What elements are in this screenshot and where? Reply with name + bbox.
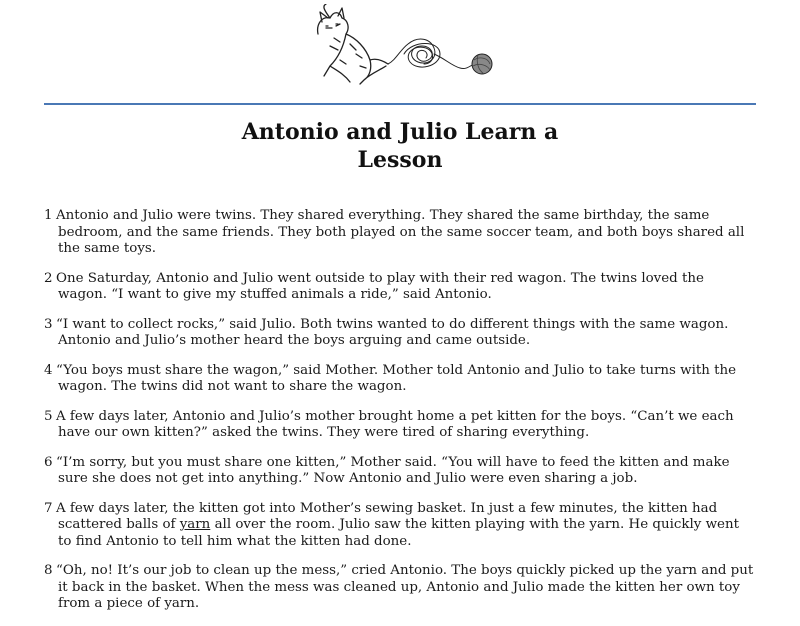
paragraph-text: “You boys must share the wagon,” said Mother. Mother told Antonio and Julio to take turns with the wagon. The twins did not want to share the wagon. [56, 362, 737, 394]
paragraph-7 [44, 501, 756, 551]
kitten-yarn-illustration [300, 4, 500, 90]
story-body [44, 208, 756, 626]
paragraph-number: 3 [44, 316, 53, 332]
paragraph-3 [44, 317, 756, 350]
paragraph-text: Antonio and Julio were twins. They shared everything. They shared the same birthday, the same bedroom, and the same friends. They both played on the same soccer team, and both boys shared all the same toys. [56, 208, 745, 256]
paragraph-8 [44, 563, 756, 613]
paragraph-text: “I’m sorry, but you must share one kitten,” Mother said. “You will have to feed the kitten and make sure she does not get into anything.” Now Antonio and Julio were even sharing a job. [56, 454, 730, 486]
title-line-2: Lesson [357, 147, 443, 173]
paragraph-number: 6 [44, 454, 53, 470]
paragraph-text: A few days later, Antonio and Julio’s mother brought home a pet kitten for the boys. “Can’t we each have our own kitten?” asked the twins. They were tired of sharing everything. [56, 408, 734, 440]
paragraph-text: “Oh, no! It’s our job to clean up the mess,” cried Antonio. The boys quickly picked up the yarn and put it back in the basket. When the mess was cleaned up, Antonio and Julio made the kitten her own toy from a piece of yarn. [56, 563, 754, 611]
paragraph-5 [44, 409, 756, 442]
paragraph-text: “I want to collect rocks,” said Julio. Both twins wanted to do different things with the same wagon. Antonio and Julio’s mother heard the boys arguing and came outside. [56, 316, 729, 348]
paragraph-number: 4 [44, 362, 53, 378]
paragraph-2 [44, 271, 756, 304]
paragraph-text-before: A few days later, the kitten got into Mother’s sewing basket. In just a few minutes, the kitten had scattered balls of [56, 500, 718, 532]
paragraph-1 [44, 208, 756, 258]
paragraph-6 [44, 455, 756, 488]
title-line-1: Antonio and Julio Learn a [241, 119, 559, 145]
paragraph-number: 8 [44, 563, 53, 578]
page-title [0, 118, 800, 174]
paragraph-text: One Saturday, Antonio and Julio went outside to play with their red wagon. The twins loved the wagon. “I want to give my stuffed animals a ride,” said Antonio. [56, 270, 704, 302]
paragraph-text-after: all over the room. Julio saw the kitten playing with the yarn. He quickly went to find Antonio to tell him what the kitten had done. [58, 517, 739, 549]
header-divider [44, 103, 756, 105]
vocabulary-word: yarn [179, 517, 211, 532]
paragraph-number: 7 [44, 500, 53, 516]
paragraph-4 [44, 363, 756, 396]
paragraph-number: 1 [44, 208, 53, 223]
paragraph-number: 2 [44, 270, 53, 286]
paragraph-number: 5 [44, 408, 53, 424]
